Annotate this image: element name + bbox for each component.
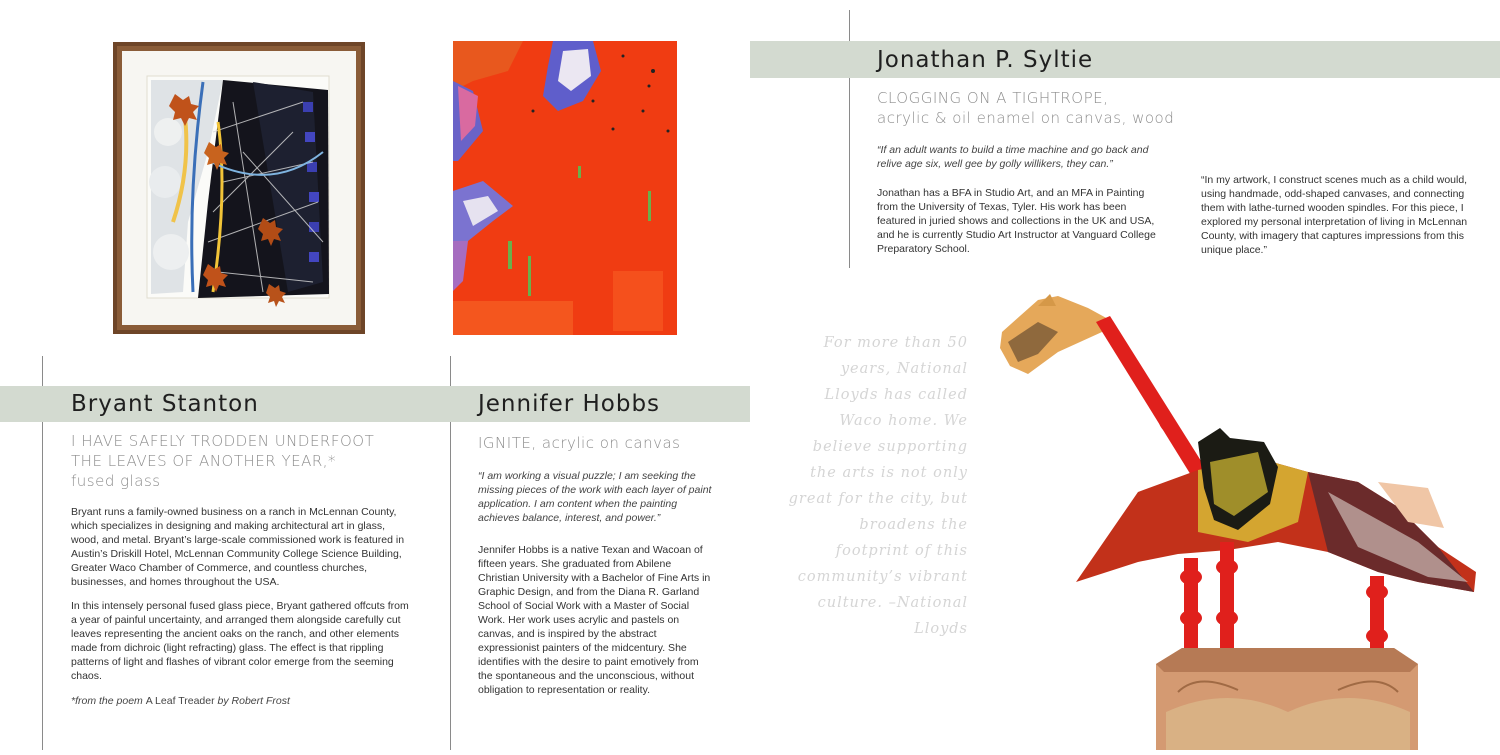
stanton-bio-p1: Bryant runs a family-owned business on a ranch in McLennan County, which specializes in designing and making architectural art in glass, wood, and metal. Bryant’s large-scale commissioned work is featured in Austin’s Driskill Hotel, McLennan Community College Science Building, Greater Waco Chamber of Commerce, and countless churches, businesses, and homes throughout the USA. xyxy=(71,506,405,588)
stanton-work-title xyxy=(71,431,431,491)
sylte-bio: Jonathan has a BFA in Studio Art, and an MFA in Painting from the University of Texas, Tyler. His work has been featured in juried shows and collections in the UK and USA, and he is currently Studio Art Instructor at Vanguard College Preparatory School. xyxy=(877,187,1156,255)
hobbs-medium: acrylic on canvas xyxy=(536,434,681,452)
stanton-footnote xyxy=(71,694,411,708)
stanton-bio xyxy=(71,505,411,693)
stanton-title-line1: I HAVE SAFELY TRODDEN UNDERFOOT xyxy=(71,432,375,450)
hobbs-bio: Jennifer Hobbs is a native Texan and Wacoan of fifteen years. She graduated from Abilene Christian University with a Bachelor of Fine Arts in Graphic Design, and from the Diana R. Garland School of Social Work with a Master of Social Work. Her work uses acrylic and pastels on canvas, and is inspired by the abstract expressionist painters of the midcentury. She identifies with the desire to paint emotively from the spontaneous and the unconscious, without obligation to representation or reality. xyxy=(478,544,711,696)
hobbs-title-text: IGNITE, xyxy=(478,434,537,452)
artist-name-hobbs: Jennifer Hobbs xyxy=(478,391,661,417)
horse-sculpture-artwork xyxy=(998,292,1488,750)
stanton-title-line2: THE LEAVES OF ANOTHER YEAR,* xyxy=(71,452,337,470)
footnote-prefix: *from the poem xyxy=(71,695,146,707)
footnote-by: by Robert Frost xyxy=(214,695,290,707)
sylte-work-title xyxy=(877,88,1477,128)
ignite-painting xyxy=(453,41,677,335)
sylte-medium: acrylic & oil enamel on canvas, wood xyxy=(877,109,1175,127)
sylte-quote: “If an adult wants to build a time machine and go back and relive age six, well gee by golly willikers, they can.” xyxy=(877,144,1149,170)
sylte-title-text: CLOGGING ON A TIGHTROPE, xyxy=(877,89,1109,107)
artist-name-sylte: Jonathan P. Syltie xyxy=(877,47,1094,73)
hobbs-quote: “I am working a visual puzzle; I am seeking the missing pieces of the work with each layer of paint application. I am content when the painting achieves balance, interest, and power.” xyxy=(478,470,712,524)
sponsor-quote: For more than 50 years, National Lloyds has called Waco home. We believe supporting the arts is not only great for the city, but broadens the footprint of this community’s vibrant culture. –National Lloyds xyxy=(788,335,968,637)
stanton-medium: fused glass xyxy=(71,472,161,490)
stanton-bio-p2: In this intensely personal fused glass piece, Bryant gathered offcuts from a year of painful uncertainty, and arranged them alongside carefully cut leaves representing the ancient oaks on the ranch, and other elements made from dichroic (light refracting) glass. The effect is that rippling patterns of light and flashes of vibrant color emerge from the seeming chaos. xyxy=(71,600,409,682)
sylte-name-band xyxy=(750,41,1500,78)
artist-name-stanton: Bryant Stanton xyxy=(71,391,259,417)
hobbs-work-title xyxy=(478,433,738,453)
fused-glass-artwork xyxy=(113,42,365,334)
footnote-poem: A Leaf Treader xyxy=(145,695,215,707)
sylte-statement: “In my artwork, I construct scenes much as a child would, using handmade, odd-shaped canvases, and connecting them with lathe-turned wooden spindles. For this piece, I explored my personal interpretation of living in McLennan County, with imagery that captures impressions from this unique place.” xyxy=(1201,174,1468,256)
